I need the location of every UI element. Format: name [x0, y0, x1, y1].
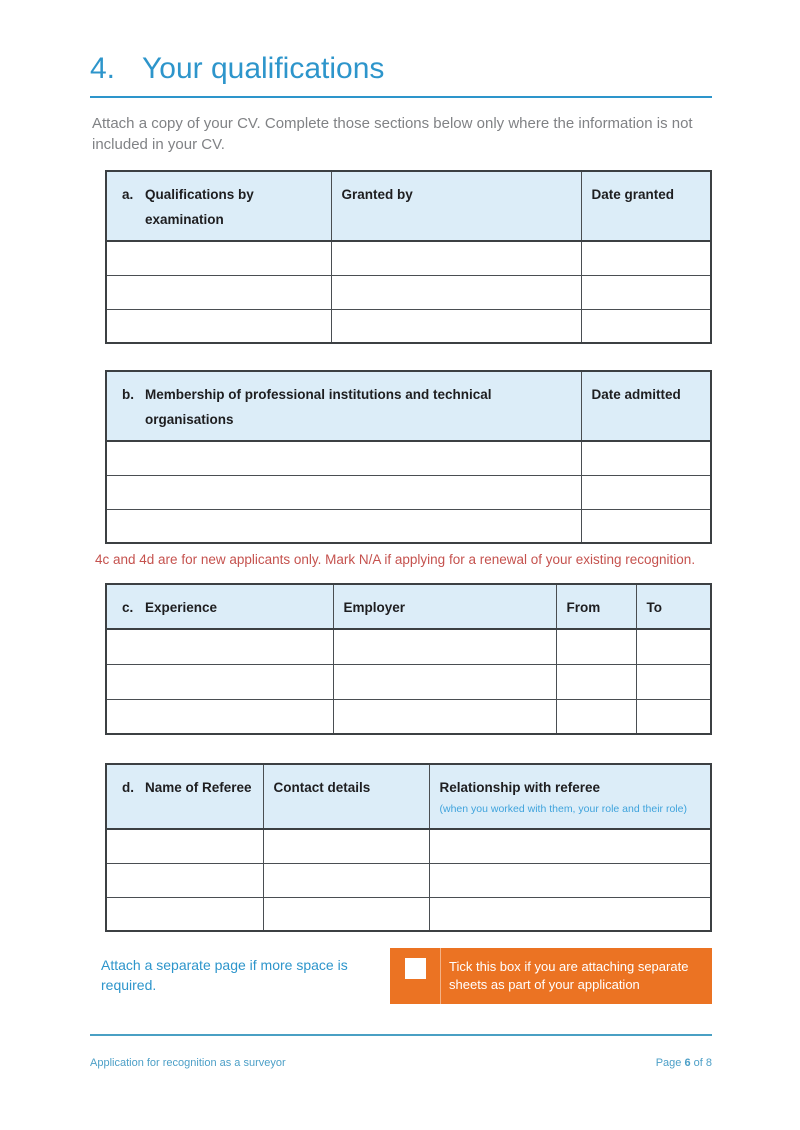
qualifications-table [105, 170, 712, 344]
header-from: From [556, 584, 636, 629]
table-cell [331, 241, 581, 275]
table-cell [556, 699, 636, 734]
table-cell [556, 664, 636, 699]
table-cell [581, 509, 711, 543]
table-row [106, 664, 711, 699]
experience-table [105, 583, 712, 735]
table-cell [581, 475, 711, 509]
header-employer: Employer [333, 584, 556, 629]
header-qualifications-by-examination: a. Qualifications by examination [106, 171, 331, 241]
row-marker-d: d. [122, 780, 134, 795]
intro-text: Attach a copy of your CV. Complete those sections below only where the information is not included in your CV. [92, 115, 693, 153]
section-title-text: Your qualifications [142, 52, 385, 85]
header-contact-details: Contact details [263, 764, 429, 829]
table-row [106, 241, 711, 275]
table-cell [429, 863, 711, 897]
table-cell [636, 699, 711, 734]
table-header-row [106, 171, 711, 241]
table-row [106, 275, 711, 309]
attachment-checkbox-label: Tick this box if you are attaching separate sheets as part of your application [449, 959, 689, 992]
table-row [106, 829, 711, 863]
table-row [106, 699, 711, 734]
table-row [106, 629, 711, 664]
table-cell [331, 309, 581, 343]
table-cell [106, 897, 263, 931]
header-date-admitted: Date admitted [581, 371, 711, 441]
table-cell [106, 509, 581, 543]
header-membership: b. Membership of professional institutions and technical organisations [106, 371, 581, 441]
attachment-callout [390, 948, 712, 1004]
table-cell [429, 897, 711, 931]
table-row [106, 897, 711, 931]
header-to: To [636, 584, 711, 629]
relationship-subnote: (when you worked with them, your role and their role) [439, 803, 687, 815]
header-name-of-referee: d. Name of Referee [106, 764, 263, 829]
row-marker-b: b. [122, 387, 134, 402]
table-cell [429, 829, 711, 863]
table-cell [263, 863, 429, 897]
table-cell [106, 241, 331, 275]
table-cell [106, 475, 581, 509]
table-cell [331, 275, 581, 309]
table-row [106, 475, 711, 509]
header-experience: c. Experience [106, 584, 333, 629]
table-row [106, 441, 711, 475]
table-cell [106, 699, 333, 734]
table-cell [106, 441, 581, 475]
table-cell [581, 241, 711, 275]
table-cell [556, 629, 636, 664]
footer-document-title: Application for recognition as a surveyor [90, 1057, 286, 1069]
table-cell [333, 664, 556, 699]
table-cell [106, 309, 331, 343]
table-cell [581, 309, 711, 343]
table-cell [636, 629, 711, 664]
table-row [106, 863, 711, 897]
table-cell [333, 699, 556, 734]
attachment-checkbox[interactable] [405, 958, 426, 979]
table-cell [106, 629, 333, 664]
table-cell [581, 441, 711, 475]
table-cell [636, 664, 711, 699]
footer-rule [90, 1034, 712, 1036]
table-cell [263, 897, 429, 931]
table-cell [106, 275, 331, 309]
table-cell [106, 829, 263, 863]
table-header-row [106, 371, 711, 441]
page-title [90, 52, 712, 98]
header-relationship: Relationship with referee (when you worked with them, your role and their role) [429, 764, 711, 829]
table-cell [263, 829, 429, 863]
page-indicator: Page 6 of 8 [655, 1057, 712, 1069]
table-header-row [106, 764, 711, 829]
row-marker-c: c. [122, 600, 134, 615]
callout-divider [440, 948, 441, 1004]
table-cell [333, 629, 556, 664]
section-number: 4. [90, 52, 116, 85]
table-cell [581, 275, 711, 309]
attach-separate-page-note: Attach a separate page if more space is required. [101, 957, 348, 993]
referees-table [105, 763, 712, 932]
memberships-table [105, 370, 712, 544]
table-row [106, 309, 711, 343]
table-cell [106, 863, 263, 897]
table-cell [106, 664, 333, 699]
table-header-row [106, 584, 711, 629]
table-row [106, 509, 711, 543]
header-date-granted: Date granted [581, 171, 711, 241]
page-number: 6 [684, 1057, 691, 1069]
row-marker-a: a. [122, 187, 134, 202]
new-applicants-note: 4c and 4d are for new applicants only. Mark N/A if applying for a renewal of your existing recognition. [95, 552, 696, 567]
header-granted-by: Granted by [331, 171, 581, 241]
